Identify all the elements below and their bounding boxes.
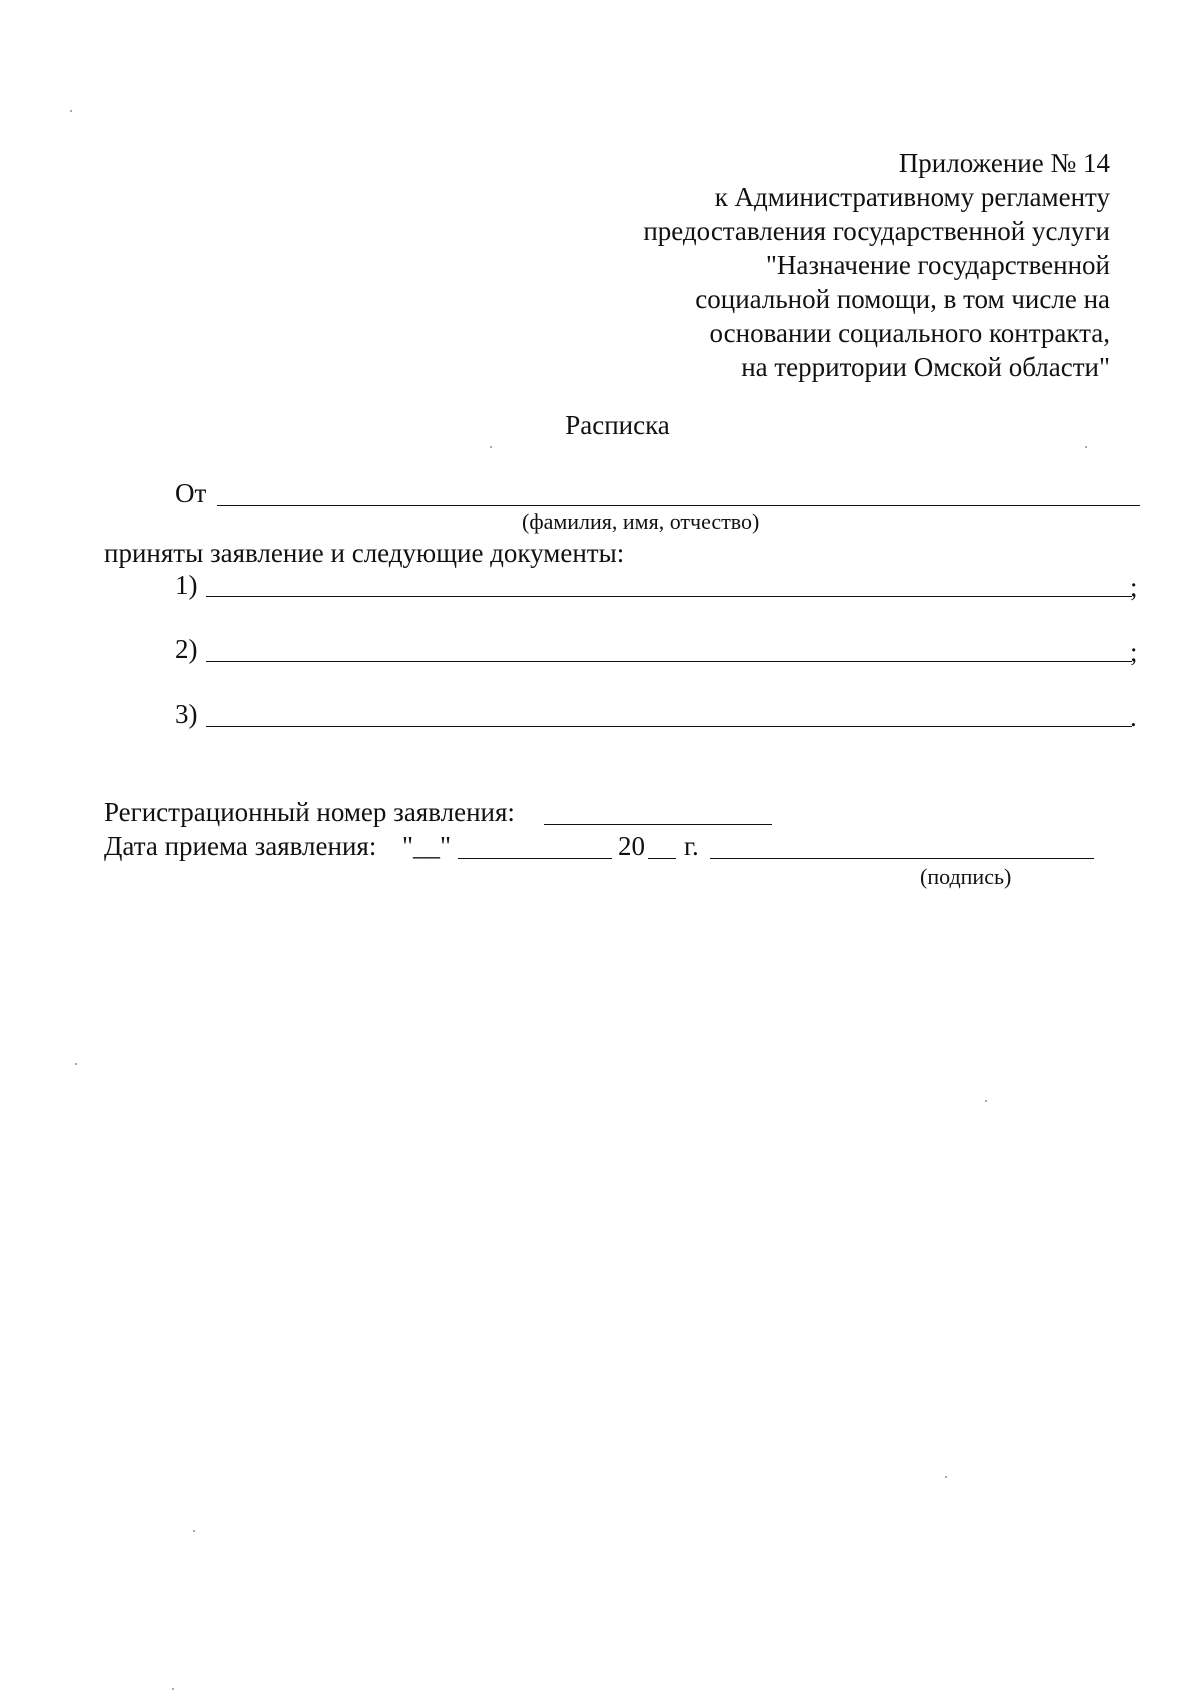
date-year-prefix: 20 [618,831,645,861]
scan-speck [1085,446,1087,448]
document-number: 1) [175,570,198,600]
appendix-line: "Назначение государственной [765,250,1110,280]
document-end-mark: ; [1130,572,1138,602]
date-year-suffix: г. [684,831,699,861]
scan-speck [985,1100,987,1102]
appendix-header [490,146,1110,384]
scan-speck [172,1688,174,1690]
date-year-field[interactable] [648,858,676,859]
date-label: Дата приема заявления: [104,831,377,861]
appendix-line: Приложение № 14 [898,148,1110,178]
document-number: 3) [175,699,198,729]
signature-field[interactable] [710,858,1094,859]
scan-speck [70,110,72,112]
from-label: От [175,478,207,508]
appendix-line: к Административному регламенту [714,182,1110,212]
document-end-mark: ; [1130,637,1138,667]
appendix-line: социальной помощи, в том числе на [695,284,1110,314]
document-field-1[interactable] [206,596,1132,597]
scan-speck [490,446,492,448]
from-fullname-field[interactable] [217,505,1140,506]
signature-caption: (подпись) [920,864,1012,889]
registration-label: Регистрационный номер заявления: [104,797,515,827]
document-number: 2) [175,634,198,664]
appendix-line: предоставления государственной услуги [643,216,1110,246]
registration-number-field[interactable] [544,824,772,825]
from-caption: (фамилия, имя, отчество) [522,509,760,534]
date-month-field[interactable] [458,858,612,859]
scan-speck [193,1530,195,1532]
document-title: Расписка [565,410,670,440]
scan-speck [75,1063,77,1065]
document-field-2[interactable] [206,661,1132,662]
date-day-blank[interactable]: "__" [402,831,452,861]
document-field-3[interactable] [206,726,1132,727]
document-end-mark: . [1130,702,1137,732]
appendix-line: основании социального контракта, [709,318,1110,348]
appendix-line: на территории Омской области" [741,352,1110,382]
scan-speck [945,1476,947,1478]
accepted-text: приняты заявление и следующие документы: [104,538,625,568]
